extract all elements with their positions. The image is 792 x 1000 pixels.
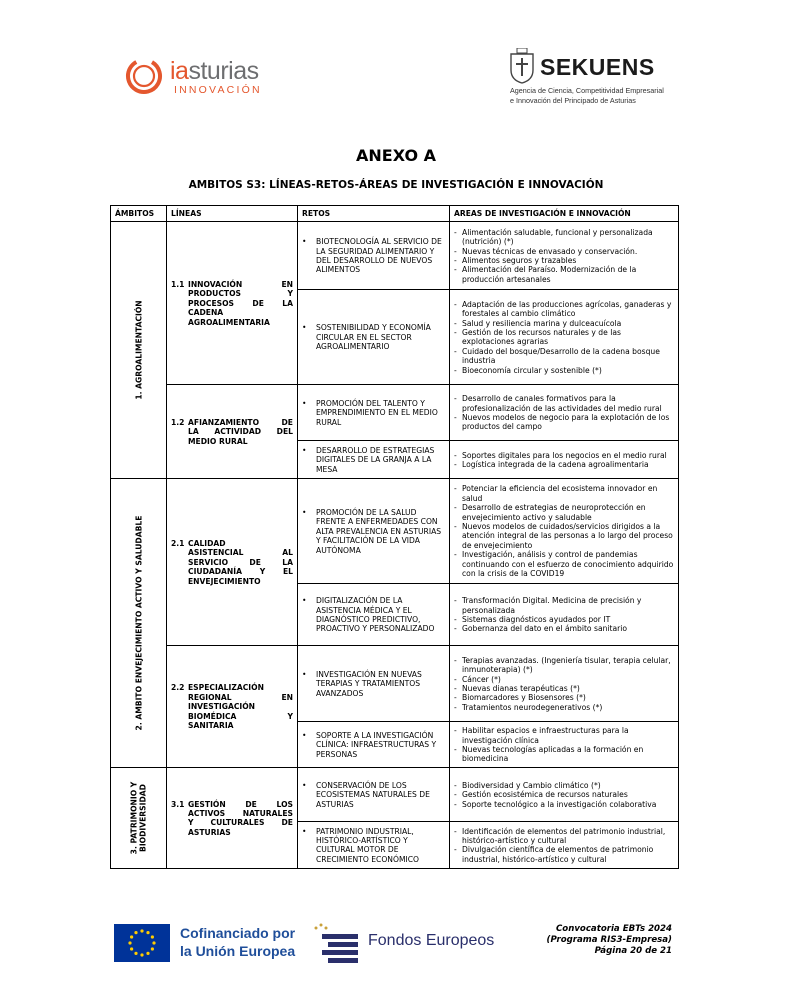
- bullet-icon: •: [302, 596, 307, 606]
- linea-title: [188, 539, 293, 586]
- area-item: [454, 300, 674, 319]
- reto-cell: [298, 822, 450, 869]
- area-text: Gestión de los recursos naturales y de las explotaciones agrarias: [462, 328, 621, 347]
- linea-word: DE: [281, 818, 293, 828]
- linea-title-line: [188, 427, 293, 436]
- areas-cell: [450, 479, 679, 584]
- linea-title-line: INVESTIGACIÓN: [188, 702, 256, 712]
- area-text: Nuevas dianas terapéuticas (*): [462, 683, 580, 693]
- linea-title: [188, 683, 293, 730]
- reto-item: [302, 670, 445, 698]
- area-item: [454, 366, 674, 375]
- sekuens-description: [510, 86, 664, 106]
- table-row: [111, 479, 679, 584]
- linea-cell: [167, 479, 298, 646]
- linea-title-line: ASTURIAS: [188, 827, 231, 837]
- area-item: [454, 624, 674, 633]
- linea-title-line: [188, 280, 293, 289]
- bullet-icon: •: [302, 826, 307, 836]
- iasturias-ring-icon: [124, 56, 164, 96]
- dash-icon: -: [454, 484, 457, 494]
- area-item: [454, 790, 674, 799]
- iasturias-logo-part-b: sturias: [188, 57, 259, 85]
- linea-title-line: [188, 299, 293, 308]
- area-item: [454, 675, 674, 684]
- area-text: Desarrollo de canales formativos para la profesionalización de las actividades del medio rural: [462, 394, 662, 413]
- linea-title-line: [188, 418, 293, 427]
- dash-icon: -: [454, 826, 457, 836]
- reto-cell: [298, 479, 450, 584]
- area-text: Investigación, análisis y control de pandemias continuando con el esfuerzo de conocimiento adquirido con la crisis de la COVID19: [462, 550, 674, 579]
- linea-number: 2.2: [171, 683, 185, 693]
- convocatoria-info: [480, 924, 672, 957]
- ambito-label: [134, 516, 143, 731]
- table-header-row: [111, 206, 679, 222]
- iasturias-logo-sub: INNOVACIÓN: [174, 84, 262, 96]
- area-text: Adaptación de las producciones agrícolas, ganaderas y forestales al cambio climático: [462, 299, 672, 319]
- linea-cell: [167, 646, 298, 768]
- sekuens-desc-line-1: Agencia de Ciencia, Competitividad Empresarial: [510, 86, 664, 95]
- areas-cell: [450, 290, 679, 385]
- reto-item: [302, 508, 445, 555]
- linea-title-line: ENVEJECIMIENTO: [188, 576, 261, 586]
- linea-title-line: [188, 818, 293, 827]
- convocatoria-line-1: Convocatoria EBTs 2024: [555, 924, 672, 934]
- linea-number: 3.1: [171, 799, 185, 809]
- eu-star-icon: [128, 941, 131, 944]
- ambito-label-text: BIODIVERSIDAD: [138, 784, 148, 853]
- area-item: [454, 319, 674, 328]
- area-text: Biomarcadores y Biosensores (*): [462, 693, 586, 703]
- area-item: [454, 615, 674, 624]
- area-item: [454, 827, 674, 846]
- reto-item: [302, 781, 445, 809]
- area-text: Cuidado del bosque/Desarrollo de la cadena bosque industria: [462, 346, 660, 366]
- linea-cell: [167, 768, 298, 869]
- dash-icon: -: [454, 780, 457, 790]
- area-item: [454, 451, 674, 460]
- table-row: [111, 768, 679, 822]
- eu-star-icon: [146, 952, 149, 955]
- linea-word: Y: [287, 711, 293, 721]
- reto-cell: [298, 722, 450, 768]
- reto-item: [302, 827, 445, 865]
- linea-word: CULTURALES: [210, 818, 265, 828]
- area-item: [454, 684, 674, 693]
- reto-item: [302, 237, 445, 275]
- linea-title: [188, 280, 293, 327]
- area-text: Alimentos seguros y trazables: [462, 255, 577, 265]
- area-text: Terapias avanzadas. (Ingeniería tisular, terapia celular, inmunoterapia) (*): [462, 655, 671, 675]
- area-text: Cáncer (*): [462, 674, 501, 684]
- linea-cell: [167, 222, 298, 385]
- linea-title-line: AGROALIMENTARIA: [188, 317, 270, 327]
- reto-item: [302, 731, 445, 759]
- linea-word: DE: [281, 417, 293, 427]
- area-item: [454, 394, 674, 413]
- eu-text-line-2: la Unión Europea: [180, 943, 296, 959]
- linea-word: EL: [282, 567, 293, 577]
- reto-item: [302, 399, 445, 427]
- linea-word: Y: [188, 818, 194, 828]
- page-title: ANEXO A: [355, 146, 437, 165]
- dash-icon: -: [454, 346, 457, 356]
- linea-word: REGIONAL: [188, 692, 232, 702]
- area-text: Salud y resiliencia marina y dulceacuícola: [462, 318, 622, 328]
- dash-icon: -: [454, 596, 457, 606]
- area-text: Biodiversidad y Cambio climático (*): [462, 780, 601, 790]
- area-item: [454, 656, 674, 675]
- linea-word: DE: [252, 298, 264, 308]
- header-retos: RETOS: [298, 206, 450, 222]
- linea-word: DEL: [276, 427, 293, 437]
- dash-icon: -: [454, 328, 457, 337]
- linea-word: LA: [282, 298, 293, 308]
- linea-block: [171, 800, 293, 838]
- linea-block: [171, 683, 293, 730]
- page-footer: [0, 910, 792, 1000]
- linea-word: PRODUCTOS: [188, 289, 242, 299]
- dash-icon: -: [454, 683, 457, 693]
- area-text: Gestión ecosistémica de recursos naturales: [462, 790, 628, 800]
- reto-cell: [298, 222, 450, 290]
- table-row: [111, 646, 679, 722]
- reto-text: INVESTIGACIÓN EN NUEVAS TERAPIAS Y TRATAMIENTOS AVANZADOS: [316, 669, 422, 698]
- dash-icon: -: [454, 550, 457, 560]
- linea-title: [188, 418, 293, 446]
- area-text: Transformación Digital. Medicina de precisión y personalizada: [462, 596, 642, 615]
- reto-item: [302, 323, 445, 351]
- area-text: Soporte tecnológico a la investigación colaborativa: [462, 799, 657, 809]
- linea-word: Y: [259, 567, 266, 577]
- dash-icon: -: [454, 702, 457, 712]
- areas-cell: [450, 646, 679, 722]
- dash-icon: -: [454, 799, 457, 809]
- area-item: [454, 596, 674, 615]
- areas-cell: [450, 768, 679, 822]
- linea-title: [188, 800, 293, 838]
- linea-cell: [167, 385, 298, 479]
- linea-title-line: [188, 800, 293, 809]
- area-item: [454, 800, 674, 809]
- areas-cell: [450, 222, 679, 290]
- area-item: [454, 328, 674, 347]
- bullet-icon: •: [302, 730, 307, 740]
- dash-icon: -: [454, 503, 457, 513]
- reto-text: PROMOCIÓN DE LA SALUD FRENTE A ENFERMEDADES CON ALTA PREVALENCIA EN ASTURIAS Y FACILITACIÓN DE LA VIDA AUTÓNOMA: [316, 507, 442, 555]
- reto-text: SOSTENIBILIDAD Y ECONOMÍA CIRCULAR EN EL SECTOR AGROALIMENTARIO: [316, 323, 431, 352]
- sekuens-desc-line-2: e Innovación del Principado de Asturias: [510, 96, 636, 105]
- dash-icon: -: [454, 790, 457, 800]
- dash-icon: -: [454, 299, 457, 309]
- dash-icon: -: [454, 744, 457, 754]
- areas-cell: [450, 441, 679, 479]
- area-text: Nuevos modelos de cuidados/servicios dirigidos a la atención integral de las personas a lo largo del proceso de envejecimiento: [462, 522, 673, 550]
- page-subtitle: AMBITOS S3: LÍNEAS-RETOS-ÁREAS DE INVESTIGACIÓN E INNOVACIÓN: [188, 179, 604, 191]
- sekuens-name: SEKUENS: [540, 54, 655, 80]
- ambito-cell: [111, 479, 167, 768]
- area-text: Alimentación del Paraíso. Modernización de la producción artesanales: [462, 265, 637, 284]
- linea-word: AL: [282, 548, 293, 558]
- bullet-icon: •: [302, 398, 307, 408]
- reto-cell: [298, 385, 450, 441]
- dash-icon: -: [454, 318, 457, 328]
- dash-icon: -: [454, 450, 457, 460]
- area-item: [454, 781, 674, 790]
- reto-cell: [298, 646, 450, 722]
- eu-star-icon: [134, 931, 137, 934]
- area-text: Soportes digitales para los negocios en el medio rural: [462, 450, 667, 460]
- linea-word: ASISTENCIAL: [188, 548, 244, 558]
- dash-icon: -: [454, 394, 457, 404]
- linea-title-line: CADENA: [188, 308, 224, 318]
- ambito-cell: [111, 768, 167, 869]
- dash-icon: -: [454, 614, 457, 624]
- dash-icon: -: [454, 412, 457, 422]
- dash-icon: -: [454, 265, 457, 275]
- area-text: Alimentación saludable, funcional y personalizada (nutrición) (*): [462, 227, 653, 247]
- area-item: [454, 228, 674, 247]
- eu-cofinanciado-text: [180, 924, 295, 960]
- header-ambitos: ÁMBITOS: [111, 206, 167, 222]
- linea-block: [171, 280, 293, 327]
- iasturias-logo-part-a: ia: [170, 57, 189, 85]
- dash-icon: -: [454, 693, 457, 703]
- eu-star-icon: [130, 935, 133, 938]
- reto-text: DIGITALIZACIÓN DE LA ASISTENCIA MÉDICA Y EL DIAGNÓSTICO PREDICTIVO, PROACTIVO Y PERSONALIZADO: [316, 596, 435, 634]
- dash-icon: -: [454, 459, 457, 469]
- linea-block: [171, 539, 293, 586]
- area-item: [454, 256, 674, 265]
- reto-cell: [298, 441, 450, 479]
- ambito-cell: [111, 222, 167, 479]
- reto-text: CONSERVACIÓN DE LOS ECOSISTEMAS NATURALES DE ASTURIAS: [316, 780, 430, 809]
- reto-text: DESARROLLO DE ESTRATEGIAS DIGITALES DE LA GRANJA A LA MESA: [316, 445, 435, 474]
- table-row: [111, 222, 679, 290]
- bullet-icon: •: [302, 323, 307, 333]
- linea-word: SERVICIO: [188, 557, 229, 567]
- reto-text: PROMOCIÓN DEL TALENTO Y EMPRENDIMIENTO EN EL MEDIO RURAL: [316, 398, 438, 427]
- linea-title-line: CALIDAD: [188, 538, 226, 548]
- linea-word: PROCESOS: [188, 298, 235, 308]
- fondos-europeos-icon: [310, 922, 362, 964]
- linea-word: NATURALES: [242, 809, 293, 818]
- ambito-label: [134, 301, 143, 400]
- dash-icon: -: [454, 255, 457, 265]
- area-text: Desarrollo de estrategias de neuroprotección en envejecimiento activo y saludable: [462, 503, 646, 522]
- linea-title-line: ESPECIALIZACIÓN: [188, 683, 264, 693]
- table-row: [111, 385, 679, 441]
- area-text: Gobernanza del dato en el ámbito sanitario: [462, 624, 628, 634]
- reto-text: PATRIMONIO INDUSTRIAL, HISTÓRICO-ARTÍSTICO Y CULTURAL MOTOR DE CRECIMIENTO ECONÓMICO: [316, 826, 420, 864]
- page-header: [0, 0, 792, 120]
- reto-cell: [298, 584, 450, 646]
- linea-title-line: [188, 809, 293, 818]
- table-body: [111, 222, 679, 869]
- linea-number: 1.1: [171, 279, 185, 289]
- header-areas: AREAS DE INVESTIGACIÓN E INNOVACIÓN: [450, 206, 679, 222]
- dash-icon: -: [454, 624, 457, 634]
- dash-icon: -: [454, 655, 457, 665]
- linea-title-line: [188, 693, 293, 702]
- area-text: Tratamientos neurodegenerativos (*): [462, 702, 603, 712]
- area-item: [454, 845, 674, 864]
- eu-star-icon: [146, 931, 149, 934]
- linea-word: LA: [188, 427, 199, 437]
- linea-word: ACTIVIDAD: [214, 427, 262, 437]
- linea-word: LOS: [276, 799, 293, 809]
- linea-title-line: [188, 289, 293, 298]
- linea-word: DE: [249, 557, 261, 567]
- eu-star-icon: [151, 947, 154, 950]
- area-item: [454, 745, 674, 764]
- dash-icon: -: [454, 674, 457, 684]
- header-lineas: LÍNEAS: [167, 206, 298, 222]
- linea-number: 2.1: [171, 538, 185, 548]
- area-item: [454, 503, 674, 522]
- linea-word: Y: [287, 289, 293, 299]
- bullet-icon: •: [302, 237, 307, 247]
- linea-word: DE: [245, 799, 257, 809]
- linea-block: [171, 418, 293, 446]
- reto-text: SOPORTE A LA INVESTIGACIÓN CLÍNICA: INFRAESTRUCTURAS Y PERSONAS: [316, 730, 437, 759]
- area-item: [454, 247, 674, 256]
- eu-flag-icon: [114, 924, 170, 962]
- dash-icon: -: [454, 246, 457, 256]
- dash-icon: -: [454, 845, 457, 855]
- areas-cell: [450, 722, 679, 768]
- area-item: [454, 703, 674, 712]
- eu-star-icon: [130, 947, 133, 950]
- dash-icon: -: [454, 365, 457, 375]
- linea-title-line: [188, 567, 293, 576]
- linea-word: EN: [281, 692, 293, 702]
- page-number: Página 20 de 21: [594, 946, 672, 956]
- area-item: [454, 484, 674, 503]
- area-item: [454, 460, 674, 469]
- area-text: Sistemas diagnósticos ayudados por IT: [462, 614, 611, 624]
- area-text: Nuevas tecnologías aplicadas a la formación en biomedicina: [462, 744, 644, 764]
- linea-title-line: MEDIO RURAL: [188, 436, 248, 446]
- area-text: Potenciar la eficiencia del ecosistema innovador en salud: [462, 484, 658, 503]
- area-item: [454, 550, 674, 578]
- bullet-icon: •: [302, 669, 307, 679]
- area-text: Habilitar espacios e infraestructuras para la investigación clínica: [462, 726, 629, 745]
- dash-icon: -: [454, 227, 457, 237]
- eu-star-icon: [151, 935, 154, 938]
- linea-title-line: SANITARIA: [188, 721, 234, 731]
- linea-word: AFIANZAMIENTO: [188, 417, 260, 427]
- eu-star-icon: [152, 941, 155, 944]
- ambito-label-text: 3. PATRIMONIO Y: [129, 782, 139, 855]
- linea-word: BIOMÉDICA: [188, 711, 237, 721]
- linea-word: INNOVACIÓN: [188, 279, 243, 289]
- area-text: Logística integrada de la cadena agroalimentaria: [462, 459, 649, 469]
- linea-word: ACTIVOS: [188, 809, 226, 818]
- eu-star-icon: [140, 953, 143, 956]
- dash-icon: -: [454, 522, 457, 531]
- bullet-icon: •: [302, 445, 307, 455]
- area-item: [454, 693, 674, 702]
- reto-item: [302, 596, 445, 634]
- ambito-label: [129, 782, 148, 855]
- iasturias-logo: [124, 54, 284, 102]
- linea-word: EN: [281, 279, 293, 289]
- linea-word: GESTIÓN: [188, 799, 226, 809]
- area-text: Bioeconomía circular y sostenible (*): [462, 365, 602, 375]
- linea-word: LA: [282, 557, 293, 567]
- ambito-label-text: 1. AGROALIMENTACIÓN: [133, 300, 143, 401]
- area-text: Divulgación científica de elementos de patrimonio industrial, histórico-artístico y cultural: [462, 845, 654, 864]
- eu-star-icon: [140, 929, 143, 932]
- reto-cell: [298, 768, 450, 822]
- area-item: [454, 522, 674, 550]
- area-text: Nuevas técnicas de envasado y conservación.: [462, 246, 638, 256]
- fondos-europeos-text: Fondos Europeos: [368, 932, 495, 949]
- eu-star-icon: [134, 952, 137, 955]
- linea-title-line: [188, 558, 293, 567]
- reto-item: [302, 446, 445, 474]
- annex-table: [110, 205, 679, 869]
- linea-word: CIUDADANÍA: [188, 567, 242, 577]
- area-item: [454, 347, 674, 366]
- area-item: [454, 413, 674, 432]
- areas-cell: [450, 385, 679, 441]
- area-item: [454, 726, 674, 745]
- dash-icon: -: [454, 726, 457, 736]
- sekuens-logo: [508, 48, 698, 110]
- asturias-shield-icon: [508, 48, 536, 84]
- areas-cell: [450, 822, 679, 869]
- bullet-icon: •: [302, 507, 307, 517]
- area-item: [454, 265, 674, 284]
- area-text: Nuevos modelos de negocio para la explotación de los productos del campo: [462, 412, 670, 432]
- areas-cell: [450, 584, 679, 646]
- ambito-label-text: 2. AMBITO ENVEJECIMIENTO ACTIVO Y SALUDABLE: [133, 515, 143, 731]
- convocatoria-line-2: (Programa RIS3-Empresa): [546, 935, 672, 945]
- reto-text: BIOTECNOLOGÍA AL SERVICIO DE LA SEGURIDAD ALIMENTARIO Y DEL DESARROLLO DE NUEVOS ALIMENTOS: [316, 237, 442, 275]
- bullet-icon: •: [302, 780, 307, 790]
- linea-title-line: [188, 712, 293, 721]
- eu-text-line-1: Cofinanciado por: [180, 925, 296, 941]
- reto-cell: [298, 290, 450, 385]
- linea-title-line: [188, 548, 293, 557]
- area-text: Identificación de elementos del patrimonio industrial, histórico-artístico y cultural: [462, 826, 666, 845]
- linea-number: 1.2: [171, 417, 185, 427]
